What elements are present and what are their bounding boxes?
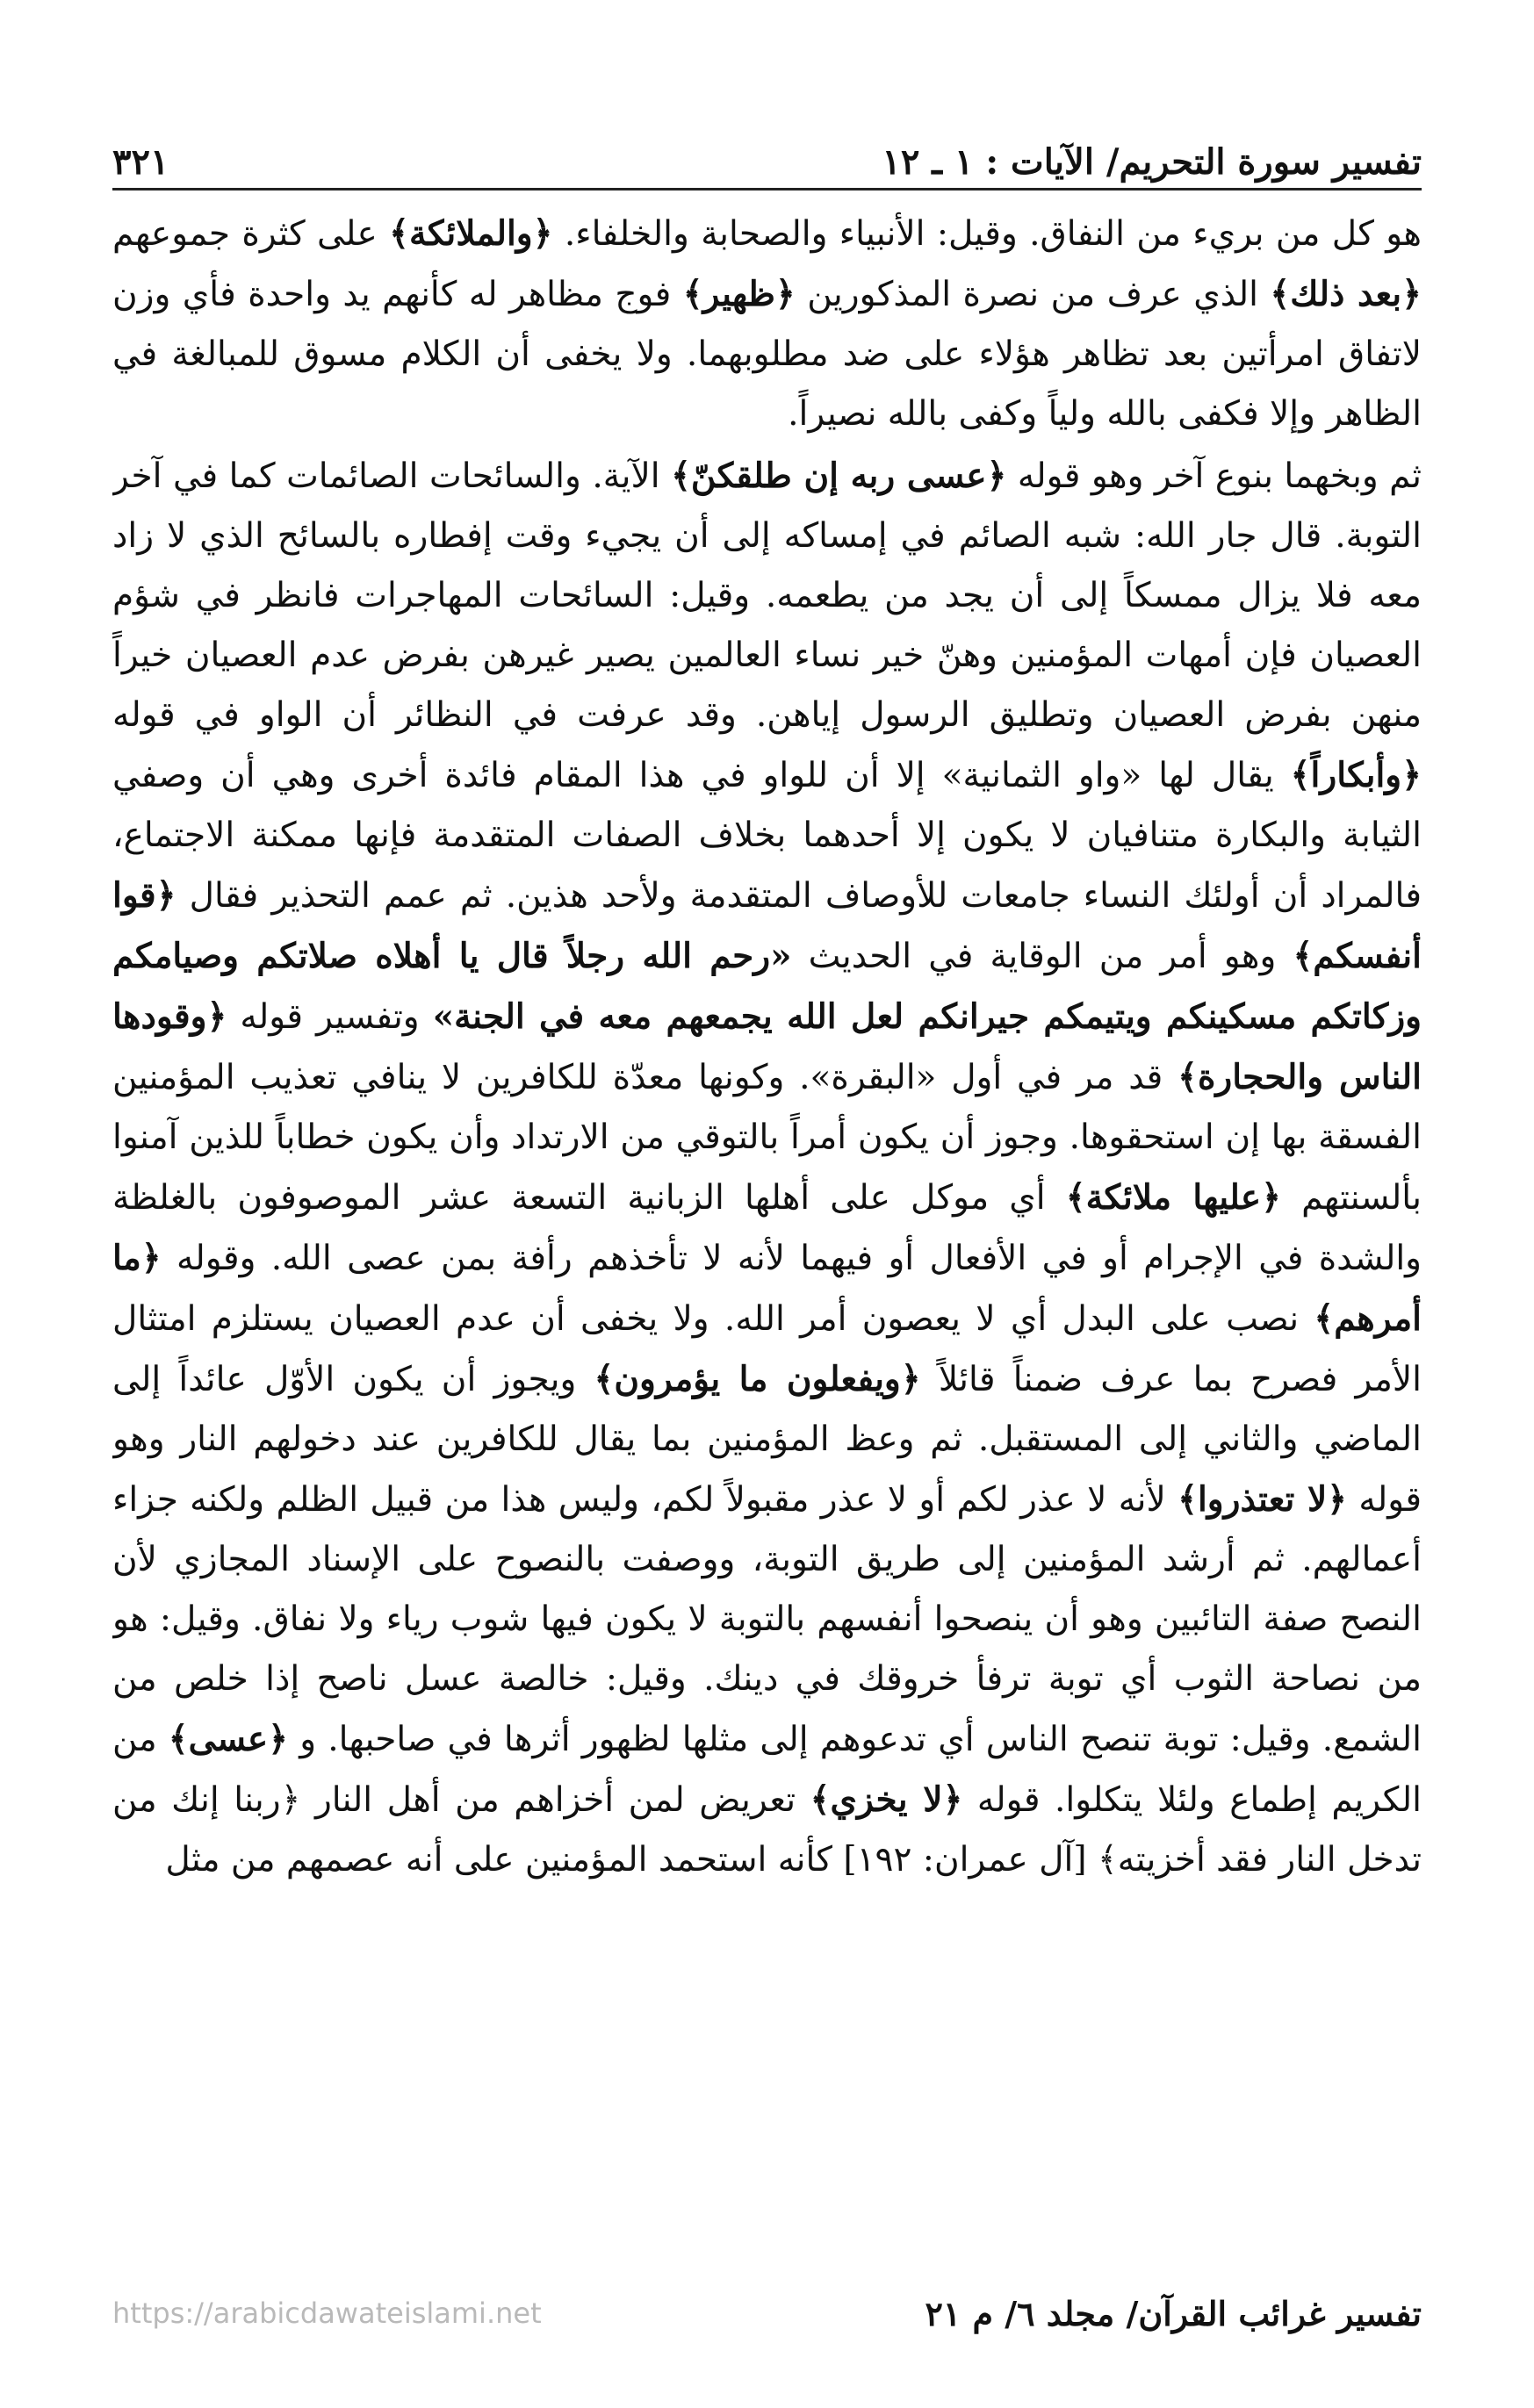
text-run: الآية. والسائحات الصائمات كما في آخر التوبة. قال جار الله: شبه الصائم في إمساكه إلى أن يجيء وقت إفطاره بالسائح الذي لا زاد معه فلا يزال ممسكاً إلى أن يجد من يطعمه. وقيل: السائحات المهاجرات فانظر في شؤم العصيان فإن أمهات المؤمنين وهنّ خير نساء العالمين يصير غيرهن بفرض عدم العصيان خيراً منهن بفرض العصيان وتطليق الرسول إياهن. وقد عرفت في النظائر أن الواو في قوله	[112, 456, 1422, 735]
text-run: لأنه لا عذر لكم أو لا عذر مقبولاً لكم، وليس هذا من قبيل الظلم ولكنه جزاء أعمالهم. ثم أرشد المؤمنين إلى طريق التوبة، ووصفت بالنصوح على الإسناد المجازي لأن النصح صفة التائبين وهو أن ينصحوا أنفسهم بالتوبة لا يكون فيها شوب رياء ولا نفاق. وقيل: هو من نصاحة الثوب أي توبة ترفأ خروقك في دينك. وقيل: خالصة عسل ناصح إذا خلص من الشمع. وقيل: توبة تنصح الناس أي تدعوهم إلى مثلها لظهور أثرها في صاحبها. و	[112, 1480, 1422, 1759]
quranic-quote: ﴿ما أمرهم﴾	[112, 1238, 1422, 1339]
page-number: ٣٢١	[112, 141, 169, 183]
header-rule	[112, 188, 1422, 190]
footer-book-title: تفسير غرائب القرآن/ مجلد ٦/ م ٢١	[925, 2293, 1422, 2333]
quranic-quote: ﴿ظهير﴾	[682, 274, 796, 314]
quranic-quote: ﴿بعد ذلك﴾	[1270, 274, 1422, 314]
quranic-quote: ﴿عسى﴾	[168, 1719, 289, 1759]
text-run: قد مر في أول «البقرة». وكونها معدّة للكافرين لا ينافي تعذيب المؤمنين الفسقة بها إن استحقوها. وجوز أن يكون أمراً بالتوقي من الارتداد وأن يكون خطاباً للذين آمنوا بألسنتهم	[112, 1058, 1422, 1218]
text-run: على كثرة جموعهم	[112, 214, 390, 254]
watermark-url[interactable]: https://arabicdawateislami.net	[112, 2297, 542, 2330]
paragraph-1	[112, 204, 1422, 444]
page-footer	[112, 2282, 1422, 2344]
text-run: فوج مظاهر له كأنهم يد واحدة فأي وزن لاتفاق امرأتين بعد تظاهر هؤلاء على ضد مطلوبهما. ولا يخفى أن الكلام مسوق للمبالغة في الظاهر وإلا فكفى بالله ولياً وكفى بالله نصيراً.	[112, 275, 1422, 434]
quranic-quote: «رحم الله رجلاً قال يا أهلاه صلاتكم وصيامكم وزكاتكم مسكينكم ويتيمكم جيرانكم لعل الله يجمعهم معه في الجنة»	[112, 936, 1422, 1037]
text-run: من الكريم إطماع ولئلا يتكلوا. قوله	[112, 1720, 1422, 1820]
quranic-quote: ﴿عسى ربه إن طلقكنّ﴾	[671, 456, 1007, 496]
text-run: [آل عمران: ١٩٢] كأنه استحمد المؤمنين على أنه عصمهم من مثل	[165, 1840, 1098, 1880]
quranic-quote: ﴿لا يخزي﴾	[810, 1779, 963, 1820]
text-run: ثم وبخهما بنوع آخر وهو قوله	[1006, 456, 1422, 496]
quranic-quote: ﴿وأبكاراً﴾	[1290, 755, 1422, 795]
quranic-quote: ﴿لا تعتذروا﴾	[1178, 1479, 1348, 1520]
text-run: هو كل من بريء من النفاق. وقيل: الأنبياء والصحابة والخلفاء.	[552, 214, 1422, 254]
page-header	[112, 130, 1422, 183]
text-run: الذي عرف من نصرة المذكورين	[795, 275, 1271, 314]
text-run: ﴿ربنا إنك من تدخل النار فقد أخزيته﴾	[112, 1780, 1422, 1880]
text-run: يقال لها «واو الثمانية» إلا أن للواو في هذا المقام فائدة أخرى وهي أن وصفي الثيابة والبكارة متنافيان لا يكون إلا أحدهما بخلاف الصفات المتقدمة فإنها ممكنة الاجتماع، فالمراد أن أولئك النساء جامعات للأوصاف المتقدمة ولأحد هذين. ثم عمم التحذير فقال	[112, 756, 1422, 916]
quranic-quote: ﴿ويفعلون ما يؤمرون﴾	[594, 1359, 921, 1399]
text-run: وتفسير قوله	[227, 997, 433, 1037]
page-body	[112, 204, 1422, 2249]
text-run: أي موكل على أهلها الزبانية التسعة عشر الموصوفون بالغلظة والشدة في الإجرام أو في الأفعال أو فيهما لأنه لا تأخذهم رأفة بمن عصى الله. وقوله	[112, 1178, 1422, 1278]
text-run: وهو أمر من الوقاية في الحديث	[791, 937, 1293, 976]
quranic-quote: ﴿عليها ملائكة﴾	[1065, 1177, 1281, 1218]
running-title: تفسير سورة التحريم/ الآيات : ١ ـ ١٢	[882, 141, 1422, 183]
quranic-quote: ﴿وقودها الناس والحجارة﴾	[112, 996, 1422, 1097]
text-run: تعريض لمن أخزاهم من أهل النار	[300, 1780, 810, 1820]
paragraph-2	[112, 446, 1422, 1890]
text-run: ويجوز أن يكون الأوّل عائداً إلى الماضي والثاني إلى المستقبل. ثم وعظ المؤمنين بما يقال للكافرين عند دخولهم النار وهو قوله	[112, 1360, 1422, 1520]
quranic-quote: ﴿قوا أنفسكم﴾	[112, 875, 1422, 976]
text-run: نصب على البدل أي لا يعصون أمر الله. ولا يخفى أن عدم العصيان يستلزم امتثال الأمر فصرح بما عرف ضمناً قائلاً	[112, 1299, 1422, 1399]
quranic-quote: ﴿والملائكة﴾	[389, 213, 553, 254]
